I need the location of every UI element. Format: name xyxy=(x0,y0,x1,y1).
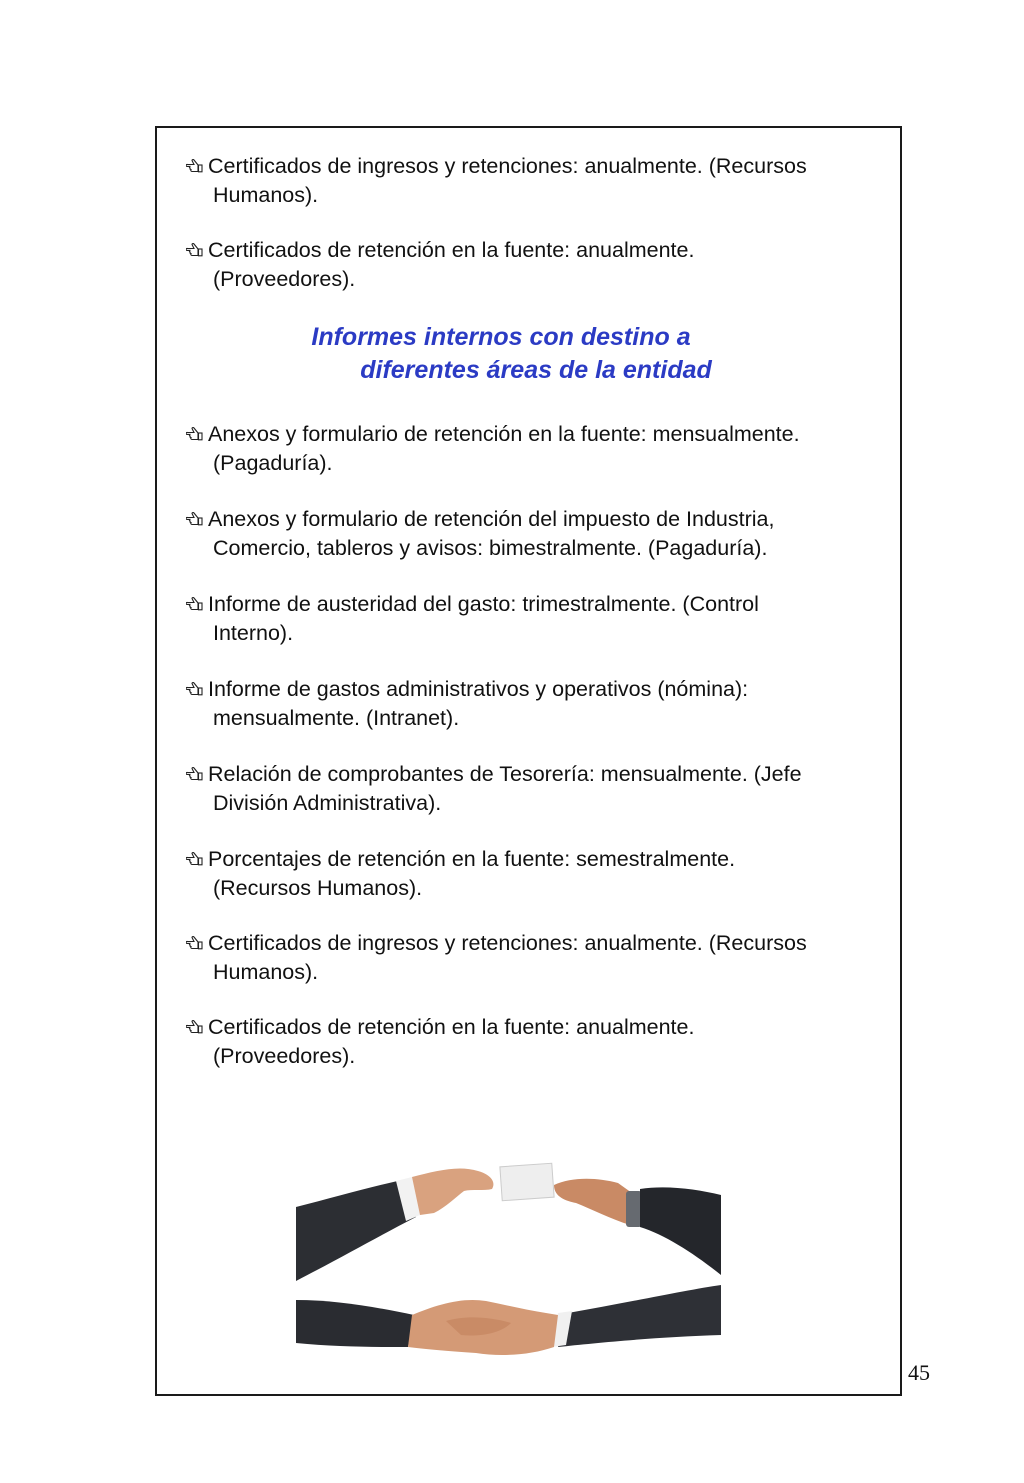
list-item xyxy=(186,590,876,648)
list-item xyxy=(186,760,876,818)
pointing-hand-icon xyxy=(186,507,204,525)
list-item xyxy=(186,236,876,294)
item-text: Anexos y formulario de retención en la fuente: mensualmente. xyxy=(208,422,800,446)
pointing-hand-icon xyxy=(186,847,204,865)
item-text-cont: Comercio, tableros y avisos: bimestralmente. (Pagaduría). xyxy=(213,536,768,560)
pointing-hand-icon xyxy=(186,677,204,695)
list-item xyxy=(186,505,876,563)
item-text-cont: (Recursos Humanos). xyxy=(213,876,423,900)
pointing-hand-icon xyxy=(186,238,204,256)
list-item xyxy=(186,420,876,478)
list-item xyxy=(186,929,876,987)
pointing-hand-icon xyxy=(186,1015,204,1033)
item-text-cont: Humanos). xyxy=(213,183,319,207)
pointing-hand-icon xyxy=(186,931,204,949)
item-text-cont: mensualmente. (Intranet). xyxy=(213,706,460,730)
pointing-hand-icon xyxy=(186,154,204,172)
item-text-cont: (Proveedores). xyxy=(213,267,356,291)
item-text: Informe de austeridad del gasto: trimestralmente. (Control xyxy=(208,592,759,616)
item-text-cont: Interno). xyxy=(213,621,294,645)
item-text: Certificados de retención en la fuente: anualmente. xyxy=(208,1015,695,1039)
item-text-cont: División Administrativa). xyxy=(213,791,442,815)
item-text: Relación de comprobantes de Tesorería: mensualmente. (Jefe xyxy=(208,762,802,786)
page-number: 45 xyxy=(908,1360,930,1385)
item-text-cont: (Proveedores). xyxy=(213,1044,356,1068)
item-text: Certificados de ingresos y retenciones: anualmente. (Recursos xyxy=(208,154,807,178)
item-text-cont: (Pagaduría). xyxy=(213,451,333,475)
list-item xyxy=(186,675,876,733)
item-text-cont: Humanos). xyxy=(213,960,319,984)
item-text: Certificados de retención en la fuente: anualmente. xyxy=(208,238,695,262)
item-text: Informe de gastos administrativos y operativos (nómina): xyxy=(208,677,749,701)
list-item xyxy=(186,1013,876,1071)
item-text: Anexos y formulario de retención del impuesto de Industria, xyxy=(208,507,775,531)
pointing-hand-icon xyxy=(186,422,204,440)
list-item xyxy=(186,152,876,210)
section-heading xyxy=(186,321,876,387)
pointing-hand-icon xyxy=(186,762,204,780)
heading-line-1: Informes internos con destino a xyxy=(311,323,691,351)
item-text: Certificados de ingresos y retenciones: anualmente. (Recursos xyxy=(208,931,807,955)
handshake-illustration xyxy=(296,1085,721,1375)
item-text: Porcentajes de retención en la fuente: semestralmente. xyxy=(208,847,736,871)
heading-line-2: diferentes áreas de la entidad xyxy=(360,356,712,384)
list-item xyxy=(186,845,876,903)
pointing-hand-icon xyxy=(186,592,204,610)
